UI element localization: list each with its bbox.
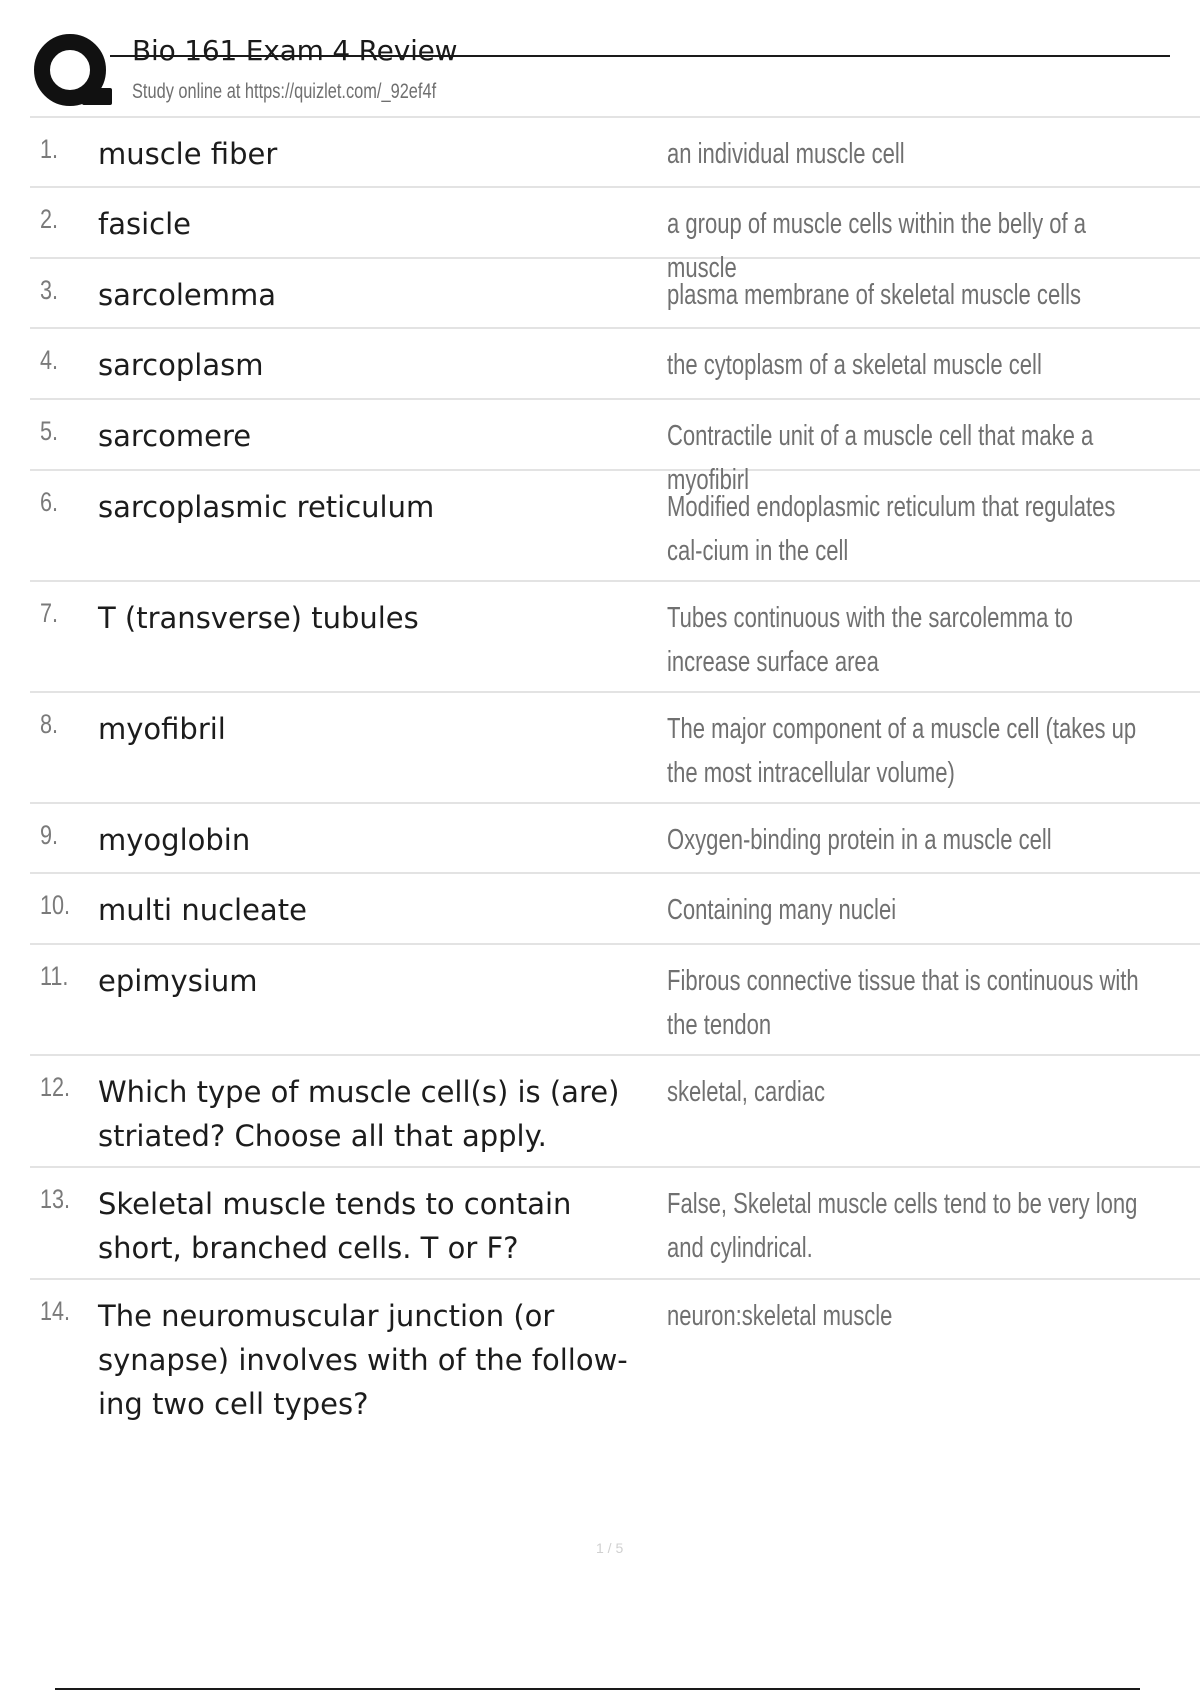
term-row [30,874,1200,945]
term-text: epimysium [98,964,258,998]
term-text: sarcoplasmic reticulum [98,490,435,524]
definition-text: a group of muscle cells within the belly of a muscle [667,208,1086,284]
term-number: 1. [40,134,59,164]
term-number: 5. [40,416,59,446]
term-row [30,1168,1200,1280]
definition-text: an individual muscle cell [667,138,905,170]
term-text: sarcomere [98,419,252,453]
quizlet-q-logo-icon [32,32,112,112]
term-text: muscle fiber [98,137,278,171]
term-number: 10. [40,890,71,920]
term-text: multi nucleate [98,893,307,927]
definition-text: Oxygen-binding protein in a muscle cell [667,824,1052,856]
term-number: 7. [40,598,59,628]
term-number: 12. [40,1072,71,1102]
term-number: 6. [40,487,59,517]
definition-text: Modified endoplasmic reticulum that regulates cal-cium in the cell [667,491,1116,567]
term-number: 8. [40,709,59,739]
definition-text: skeletal, cardiac [667,1076,826,1108]
term-row [30,582,1200,693]
term-row [30,1280,1200,1430]
definition-text: Contractile unit of a muscle cell that make a myofibirl [667,420,1094,496]
term-number: 4. [40,345,59,375]
term-text: sarcoplasm [98,348,264,382]
definition-text: The major component of a muscle cell (takes up the most intracellular volume) [667,713,1137,789]
term-row [30,329,1200,400]
term-table [30,116,1200,1430]
definition-text: neuron:skeletal muscle [667,1300,893,1332]
term-number: 3. [40,275,59,305]
definition-text: Containing many nuclei [667,894,897,926]
term-number: 13. [40,1184,71,1214]
definition-text: the cytoplasm of a skeletal muscle cell [667,349,1042,381]
page-header [30,28,1140,118]
page-number: 1 / 5 [596,1540,624,1556]
definition-text: plasma membrane of skeletal muscle cells [667,279,1082,311]
term-text: myoglobin [98,823,251,857]
term-row [30,804,1200,874]
term-row [30,259,1200,329]
term-row [30,945,1200,1056]
term-text: Which type of muscle cell(s) is (are) striated? Choose all that apply. [98,1075,620,1153]
term-text: Skeletal muscle tends to contain short, branched cells. T or F? [98,1187,572,1265]
definition-text: False, Skeletal muscle cells tend to be very long and cylindrical. [667,1188,1138,1264]
term-row [30,188,1200,284]
term-row [30,693,1200,804]
term-text: myofibril [98,712,226,746]
term-row [30,118,1200,188]
term-text: sarcolemma [98,278,277,312]
document-title: Bio 161 Exam 4 Review [132,34,458,67]
term-number: 2. [40,204,59,234]
term-row [30,400,1200,496]
study-online-link[interactable]: Study online at https://quizlet.com/_92ef4f [132,80,437,103]
definition-text: Tubes continuous with the sarcolemma to increase surface area [667,602,1073,678]
term-text: fasicle [98,207,191,241]
term-number: 11. [40,961,69,991]
term-row [30,471,1200,582]
definition-text: Fibrous connective tissue that is continuous with the tendon [667,965,1139,1041]
term-number: 14. [40,1296,71,1326]
term-text: The neuromuscular junction (or synapse) involves with of the follow-ing two cell types? [98,1299,628,1421]
term-row [30,1056,1200,1168]
term-text: T (transverse) tubules [98,601,419,635]
term-number: 9. [40,820,59,850]
footer-rule [55,1688,1140,1690]
